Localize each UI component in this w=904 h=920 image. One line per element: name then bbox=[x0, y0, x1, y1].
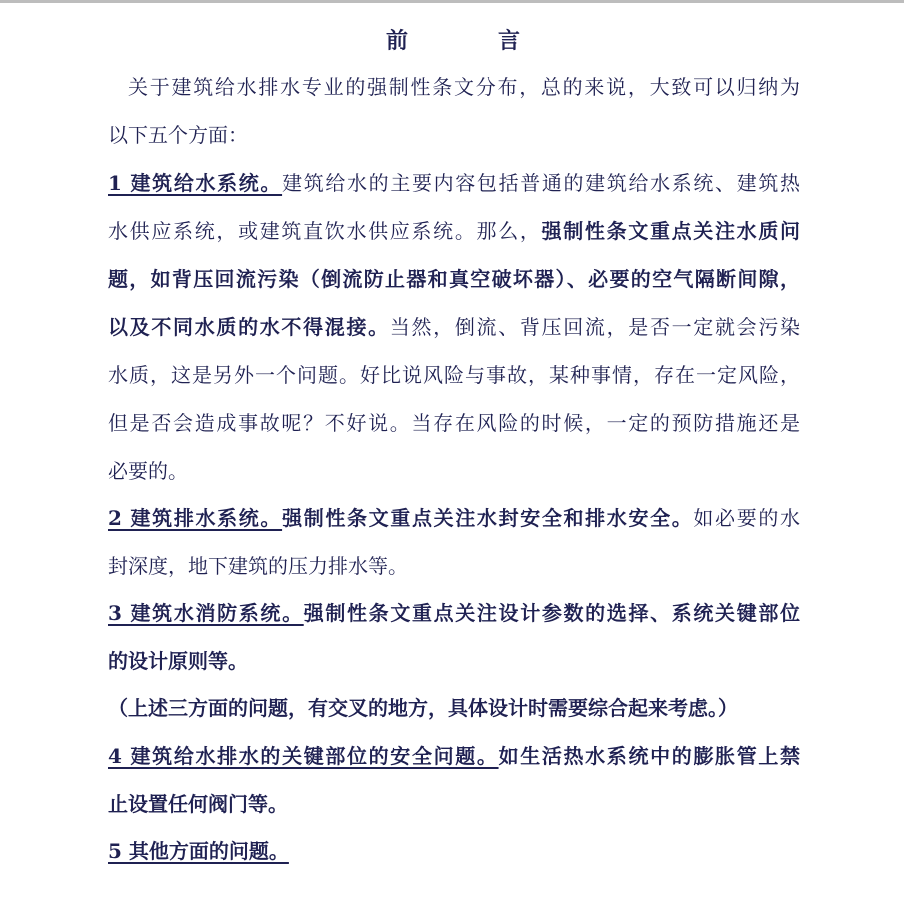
item1-line1-text: 建筑给水的主要内容包括普通的建筑给水系统、建筑热 bbox=[282, 171, 800, 195]
item3-line-2: 的设计原则等。 bbox=[108, 649, 248, 673]
item1-line-3: 题，如背压回流污染（倒流防止器和真空破坏器）、必要的空气隔断间隙， bbox=[108, 267, 800, 291]
item2-line1-plain: 如必要的水 bbox=[693, 506, 801, 530]
page-title bbox=[108, 24, 800, 64]
page-title-part1: 前 bbox=[386, 28, 409, 54]
item2-line-2: 封深度，地下建筑的压力排水等。 bbox=[108, 554, 408, 578]
intro-line-2: 以下五个方面： bbox=[108, 123, 248, 147]
item2-line-1 bbox=[108, 503, 800, 533]
page-title-part2: 言 bbox=[498, 28, 521, 54]
item2-heading: 2 建筑排水系统。 bbox=[108, 506, 283, 530]
item4-line-2: 止设置任何阀门等。 bbox=[108, 792, 288, 816]
item1-line4-plain: 当然，倒流、背压回流，是否一定就会污染 bbox=[389, 315, 801, 339]
page-top-border bbox=[0, 0, 904, 3]
item4-heading: 4 建筑给水排水的关键部位的安全问题。 bbox=[108, 744, 499, 768]
item3-line-1 bbox=[108, 598, 800, 628]
item3-heading: 3 建筑水消防系统。 bbox=[108, 601, 304, 625]
item1-line-2 bbox=[108, 216, 800, 246]
item1-line-4 bbox=[108, 312, 800, 342]
item1-line-7: 必要的。 bbox=[108, 459, 188, 483]
item4-line1-bold: 如生活热水系统中的膨胀管上禁 bbox=[498, 744, 800, 768]
item1-line4-bold: 以及不同水质的水不得混接。 bbox=[108, 315, 390, 339]
item4-line-1 bbox=[108, 741, 800, 771]
cross-reference-note: （上述三方面的问题，有交叉的地方，具体设计时需要综合起来考虑。） bbox=[108, 696, 738, 720]
item1-heading: 1 建筑给水系统。 bbox=[108, 171, 283, 195]
item5-heading: 5 其他方面的问题。 bbox=[108, 839, 289, 863]
item1-line-1 bbox=[108, 168, 800, 198]
item2-line1-bold: 强制性条文重点关注水封安全和排水安全。 bbox=[282, 506, 694, 530]
item1-line-5: 水质，这是另外一个问题。好比说风险与事故，某种事情，存在一定风险， bbox=[108, 363, 800, 387]
item5-line-1 bbox=[108, 836, 800, 866]
item1-line-6: 但是否会造成事故呢？不好说。当存在风险的时候，一定的预防措施还是 bbox=[108, 411, 800, 435]
item1-line2-bold: 强制性条文重点关注水质问 bbox=[541, 219, 801, 243]
item3-line1-bold: 强制性条文重点关注设计参数的选择、系统关键部位 bbox=[303, 601, 800, 625]
intro-line-1: 关于建筑给水排水专业的强制性条文分布，总的来说，大致可以归纳为 bbox=[128, 75, 800, 99]
item1-line2-plain: 水供应系统，或建筑直饮水供应系统。那么， bbox=[108, 219, 542, 243]
